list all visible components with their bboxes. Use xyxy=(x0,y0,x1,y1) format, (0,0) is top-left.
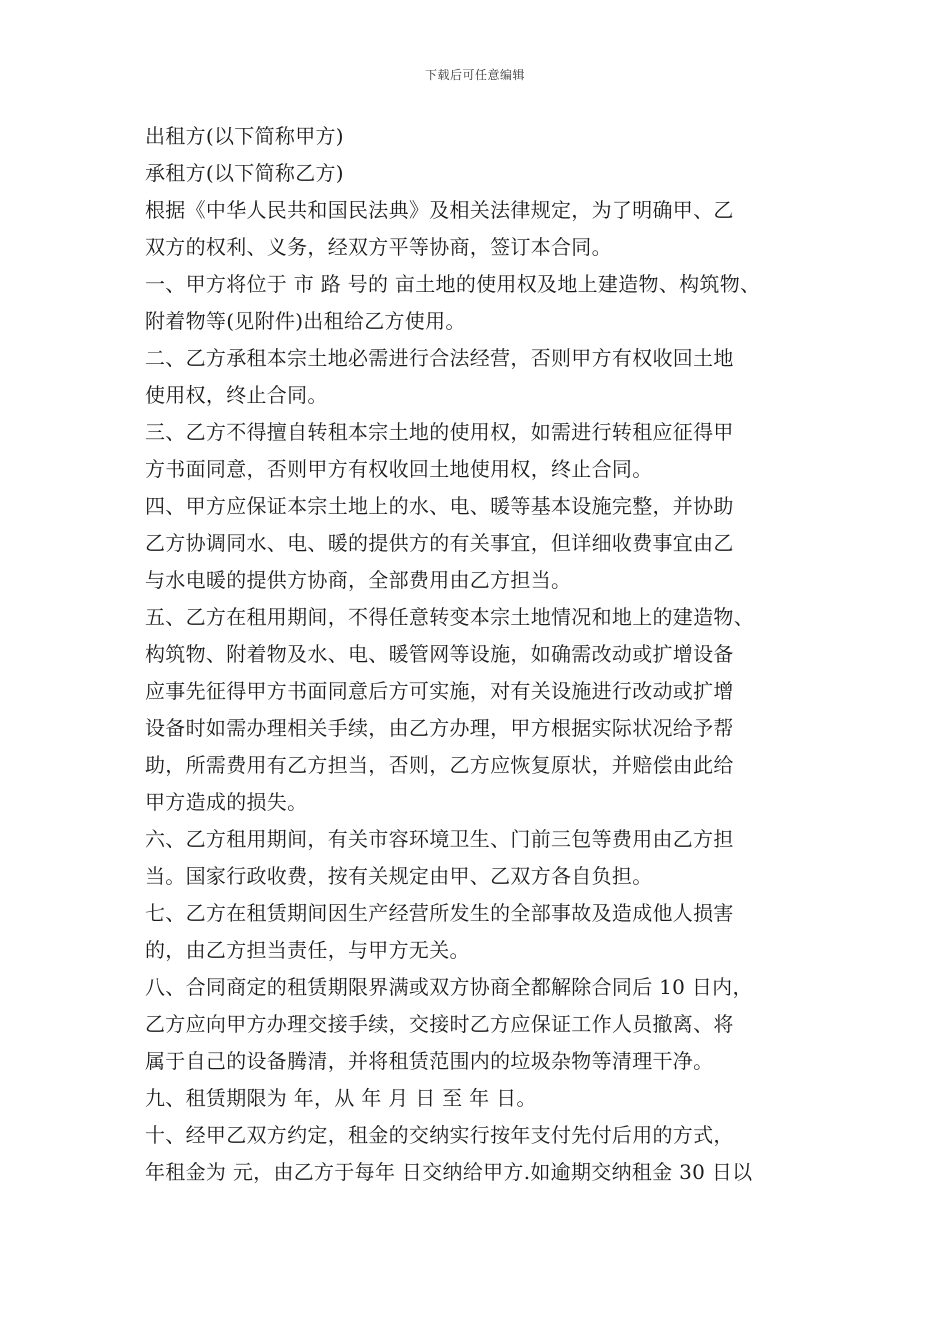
text-line: 年租金为 元，由乙方于每年 日交纳给甲方.如逾期交纳租金 30 日以 xyxy=(145,1160,753,1184)
text-line: 四、甲方应保证本宗土地上的水、电、暖等基本设施完整，并协助 xyxy=(145,494,734,518)
text-line: 属于自己的设备腾清，并将租赁范围内的垃圾杂物等清理干净。 xyxy=(145,1049,714,1073)
text-line: 二、乙方承租本宗土地必需进行合法经营，否则甲方有权收回土地 xyxy=(145,346,734,370)
text-line: 双方的权利、义务，经双方平等协商，签订本合同。 xyxy=(145,235,612,259)
text-line: 与水电暖的提供方协商，全部费用由乙方担当。 xyxy=(145,568,572,592)
text-line: 甲方造成的损失。 xyxy=(145,790,308,814)
text-line: 使用权，终止合同。 xyxy=(145,383,328,407)
text-line: 十、经甲乙双方约定，租金的交纳实行按年支付先付后用的方式， xyxy=(145,1123,734,1147)
text-line: 方书面同意，否则甲方有权收回土地使用权，终止合同。 xyxy=(145,457,653,481)
text-line: 构筑物、附着物及水、电、暖管网等设施，如确需改动或扩增设备 xyxy=(145,642,734,666)
text-line: 五、乙方在租用期间，不得任意转变本宗土地情况和地上的建造物、 xyxy=(145,605,754,629)
document-body xyxy=(145,118,830,1191)
page-header-note: 下载后可任意编辑 xyxy=(424,68,525,82)
text-line: 根据《中华人民共和国民法典》及相关法律规定，为了明确甲、乙 xyxy=(145,198,734,222)
text-line: 六、乙方租用期间，有关市容环境卫生、门前三包等费用由乙方担 xyxy=(145,827,734,851)
text-line: 当。国家行政收费，按有关规定由甲、乙双方各自负担。 xyxy=(145,864,653,888)
text-line: 七、乙方在租赁期间因生产经营所发生的全部事故及造成他人损害 xyxy=(145,901,734,925)
text-line: 设备时如需办理相关手续，由乙方办理，甲方根据实际状况给予帮 xyxy=(145,716,734,740)
text-line: 附着物等(见附件)出租给乙方使用。 xyxy=(145,309,466,333)
text-line: 乙方协调同水、电、暖的提供方的有关事宜，但详细收费事宜由乙 xyxy=(145,531,734,555)
text-line: 乙方应向甲方办理交接手续，交接时乙方应保证工作人员撤离、将 xyxy=(145,1012,734,1036)
text-line: 助，所需费用有乙方担当，否则，乙方应恢复原状，并赔偿由此给 xyxy=(145,753,734,777)
text-line: 应事先征得甲方书面同意后方可实施，对有关设施进行改动或扩增 xyxy=(145,679,734,703)
text-line: 的，由乙方担当责任，与甲方无关。 xyxy=(145,938,470,962)
text-line: 承租方(以下简称乙方) xyxy=(145,161,344,185)
text-line: 九、租赁期限为 年，从 年 月 日 至 年 日。 xyxy=(145,1086,537,1110)
text-line: 八、合同商定的租赁期限界满或双方协商全都解除合同后 10 日内， xyxy=(145,975,753,999)
text-line: 出租方(以下简称甲方) xyxy=(145,124,344,148)
text-line: 一、甲方将位于 市 路 号的 亩土地的使用权及地上建造物、构筑物、 xyxy=(145,272,761,296)
text-line: 三、乙方不得擅自转租本宗土地的使用权，如需进行转租应征得甲 xyxy=(145,420,734,444)
